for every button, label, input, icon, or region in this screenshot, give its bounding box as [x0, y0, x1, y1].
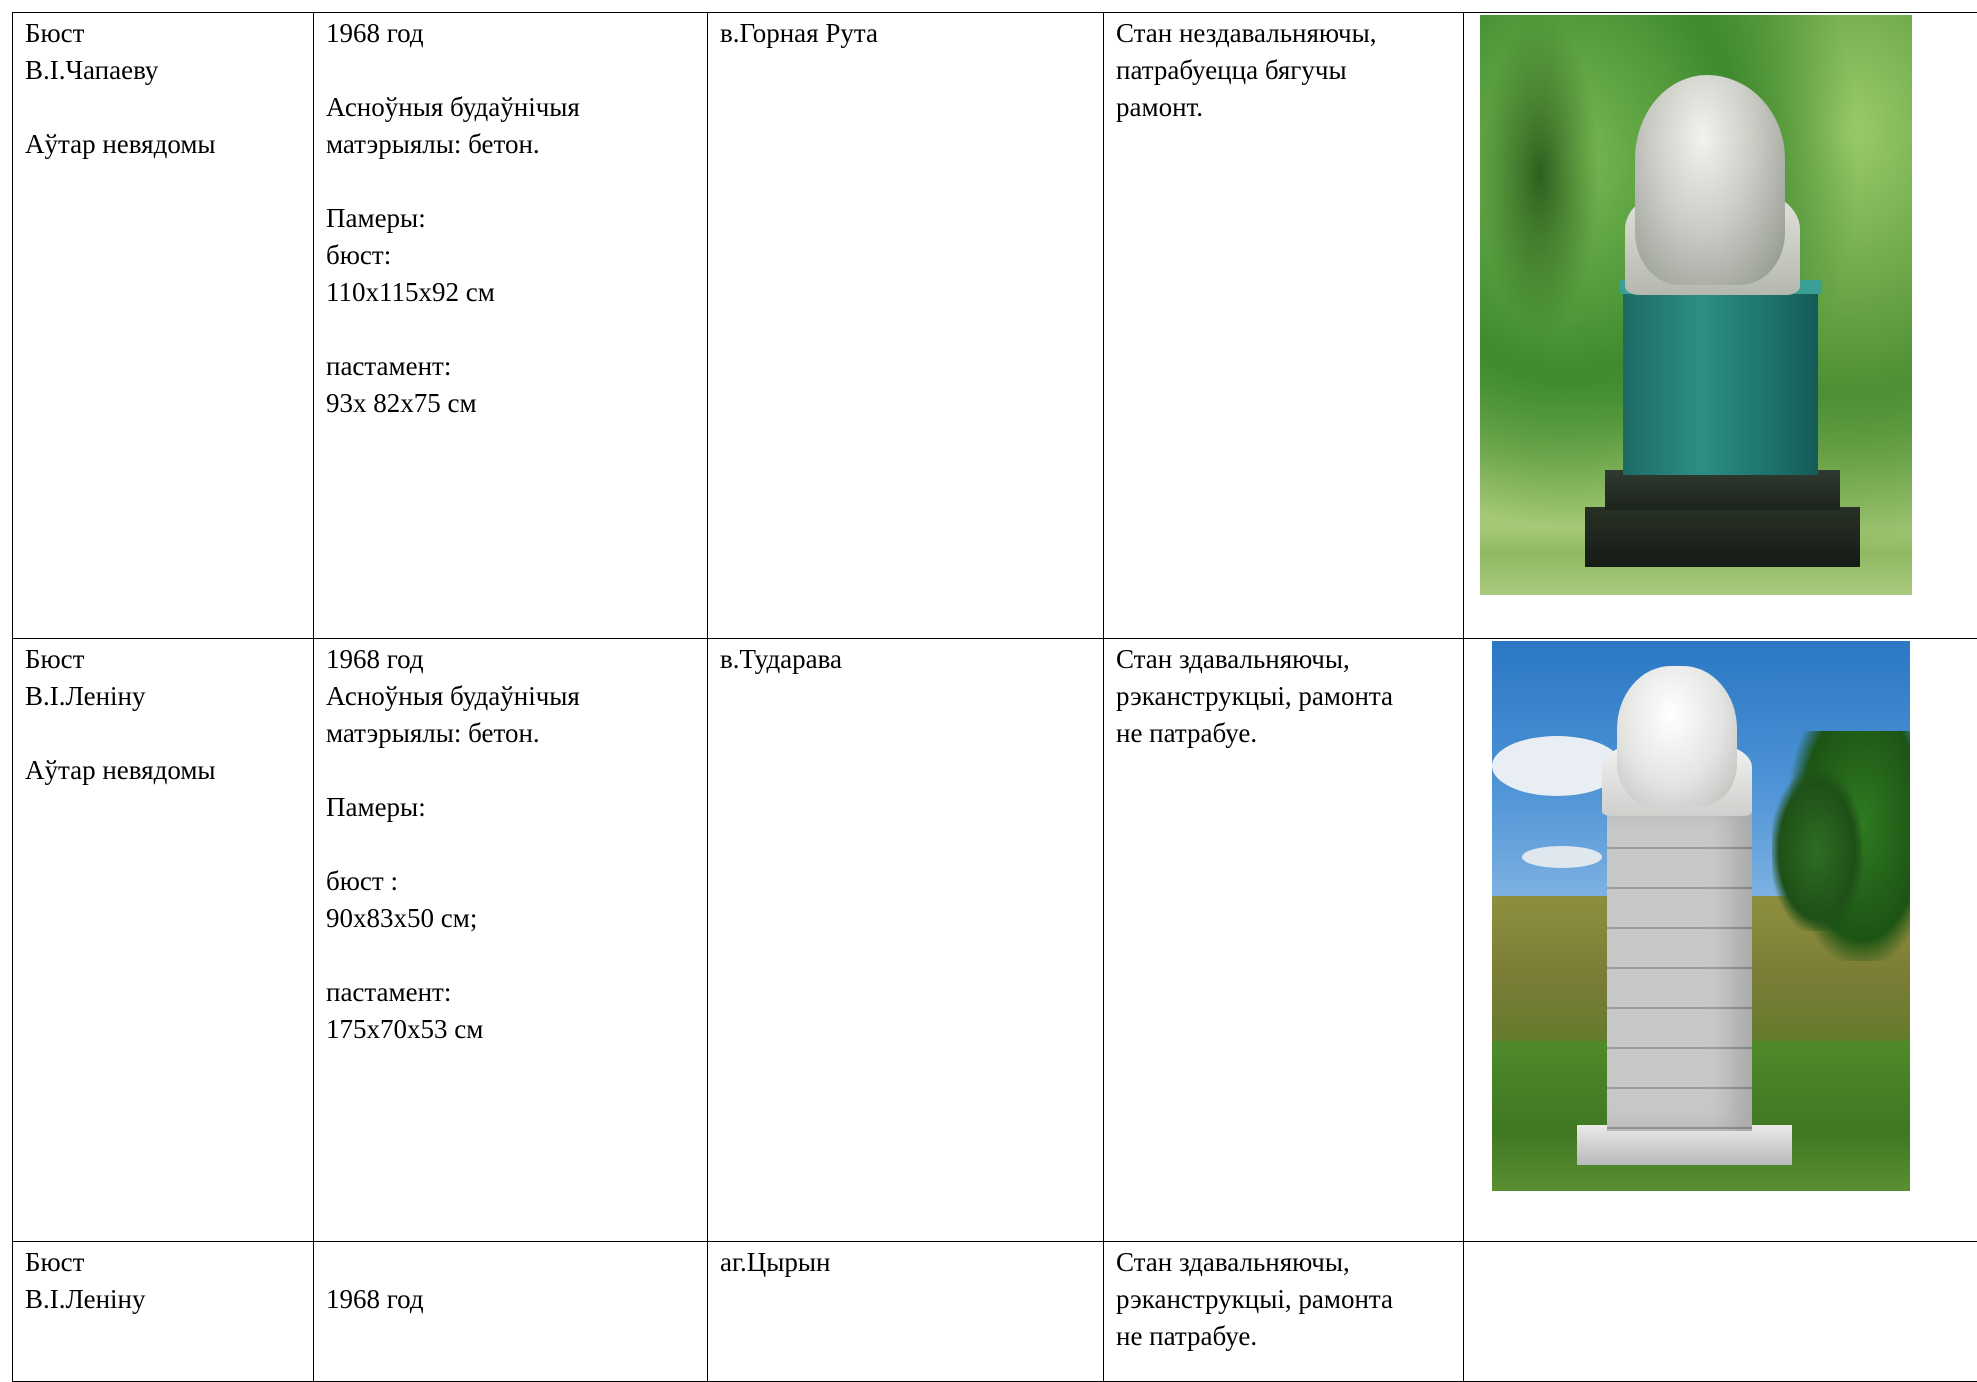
condition-line: не патрабуе.: [1116, 1318, 1451, 1355]
table-row: [13, 13, 1977, 639]
chapaev-bust-photo: [1480, 15, 1912, 595]
monument-year: 1968 год: [326, 1281, 695, 1318]
monument-details-cell: [314, 1242, 708, 1382]
condition-line: не патрабуе.: [1116, 715, 1451, 752]
monument-photo-cell: [1464, 639, 1977, 1242]
monument-location-cell: [708, 1242, 1104, 1382]
condition-line: рэканструкцыі, рамонта: [1116, 678, 1451, 715]
monument-type: Бюст: [25, 1244, 301, 1281]
materials-value: матэрыялы: бетон.: [326, 715, 695, 752]
condition-line: Стан здавальняючы,: [1116, 1244, 1451, 1281]
monument-dedication: В.І.Чапаеву: [25, 52, 301, 89]
monument-details-cell: [314, 13, 708, 639]
monument-year: 1968 год: [326, 15, 695, 52]
condition-line: Стан здавальняючы,: [1116, 641, 1451, 678]
monument-name-cell: [13, 1242, 314, 1382]
monument-dedication: В.І.Леніну: [25, 678, 301, 715]
bust-label: бюст :: [326, 863, 695, 900]
monument-condition-cell: [1104, 639, 1464, 1242]
pedestal-label: пастамент:: [326, 974, 695, 1011]
monument-location-cell: [708, 13, 1104, 639]
monument-year: 1968 год: [326, 641, 695, 678]
pedestal-label: пастамент:: [326, 348, 695, 385]
lenin-bust-photo: [1492, 641, 1910, 1191]
monument-name-cell: [13, 13, 314, 639]
monument-condition-cell: [1104, 1242, 1464, 1382]
monument-location: аг.Цырын: [720, 1244, 1091, 1281]
monuments-table: [12, 12, 1977, 1382]
condition-line: Стан нездавальняючы,: [1116, 15, 1451, 52]
bust-dimensions: 90х83х50 см;: [326, 900, 695, 937]
dimensions-label: Памеры:: [326, 200, 695, 237]
dimensions-label: Памеры:: [326, 789, 695, 826]
monument-location: в.Горная Рута: [720, 15, 1091, 52]
monument-details-cell: [314, 639, 708, 1242]
monument-name-cell: [13, 639, 314, 1242]
table-row: [13, 1242, 1977, 1382]
monument-type: Бюст: [25, 15, 301, 52]
pedestal-dimensions: 175х70х53 см: [326, 1011, 695, 1048]
materials-label: Асноўныя будаўнічыя: [326, 89, 695, 126]
monument-location-cell: [708, 639, 1104, 1242]
table-row: [13, 639, 1977, 1242]
condition-line: рэканструкцыі, рамонта: [1116, 1281, 1451, 1318]
monument-photo-cell: [1464, 13, 1977, 639]
bust-dimensions: 110х115х92 см: [326, 274, 695, 311]
materials-value: матэрыялы: бетон.: [326, 126, 695, 163]
pedestal-dimensions: 93х 82х75 см: [326, 385, 695, 422]
materials-label: Асноўныя будаўнічыя: [326, 678, 695, 715]
bust-label: бюст:: [326, 237, 695, 274]
monument-author: Аўтар невядомы: [25, 126, 301, 163]
monument-dedication: В.І.Леніну: [25, 1281, 301, 1318]
monument-author: Аўтар невядомы: [25, 752, 301, 789]
monument-condition-cell: [1104, 13, 1464, 639]
monument-type: Бюст: [25, 641, 301, 678]
monument-photo-cell: [1464, 1242, 1977, 1382]
condition-line: рамонт.: [1116, 89, 1451, 126]
condition-line: патрабуецца бягучы: [1116, 52, 1451, 89]
monument-location: в.Тударава: [720, 641, 1091, 678]
